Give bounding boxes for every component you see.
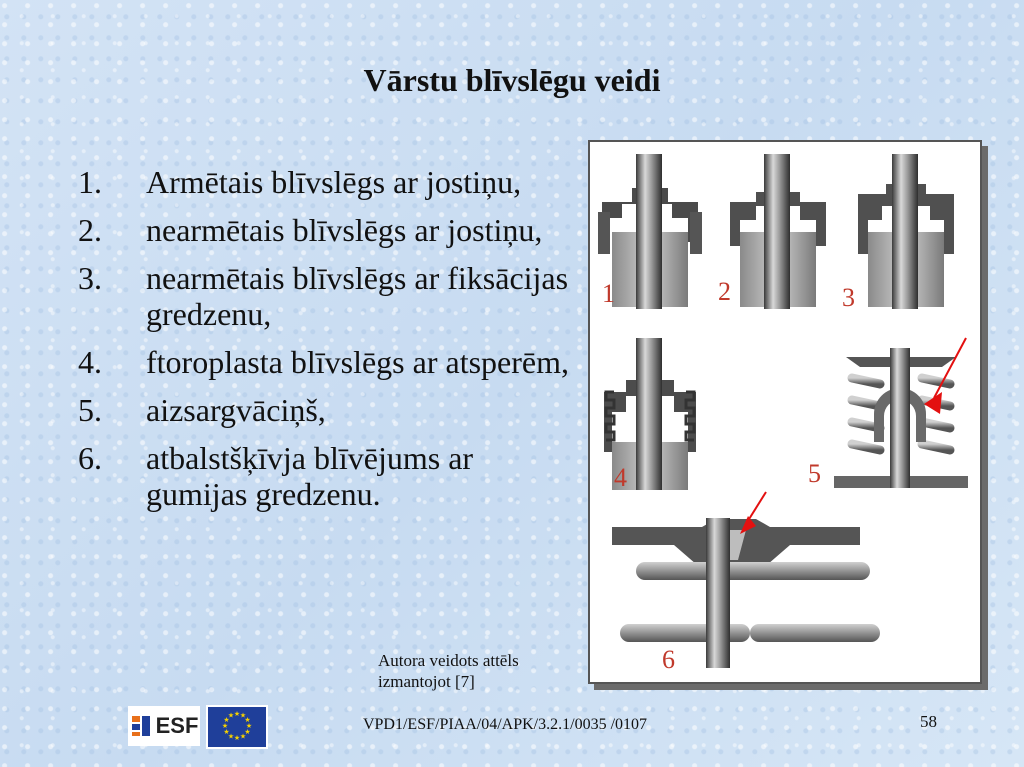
figure-label-6: 6 <box>662 645 675 674</box>
svg-text:★: ★ <box>245 722 253 730</box>
esf-logo-text: ESF <box>155 713 199 738</box>
valve-seal-list <box>78 164 578 524</box>
list-item <box>78 440 578 512</box>
list-item-text: nearmētais blīvslēgs ar fiksācijas gredzenu, <box>146 260 569 332</box>
slide-title: Vārstu blīvslēgu veidi <box>363 62 661 98</box>
valve-seal-figure <box>588 140 982 684</box>
list-item-number: 4. <box>78 344 102 380</box>
list-item-number: 2. <box>78 212 102 248</box>
svg-text:★: ★ <box>223 716 230 724</box>
svg-text:★: ★ <box>239 732 247 741</box>
svg-text:★: ★ <box>221 722 229 730</box>
list-item-text: atbalstšķīvja blīvējums ar gumijas gredzenu. <box>146 440 474 512</box>
esf-logo <box>128 706 200 746</box>
list-item-text: aizsargvāciņš, <box>146 392 326 428</box>
figure-caption: Autora veidots attēls izmantojot [7] <box>378 651 519 691</box>
list-item-text: Armētais blīvslēgs ar jostiņu, <box>146 164 522 200</box>
seal-variant-5 <box>834 338 968 488</box>
list-item-text: nearmētais blīvslēgs ar jostiņu, <box>146 212 543 248</box>
figure-label-4: 4 <box>614 463 627 492</box>
eu-flag-icon <box>206 705 268 749</box>
valve-seal-drawing <box>590 142 980 682</box>
svg-text:★: ★ <box>223 728 230 736</box>
svg-text:★: ★ <box>227 732 235 741</box>
seal-variant-2 <box>730 154 826 309</box>
list-item-number: 1. <box>78 164 102 200</box>
esf-emblem-icon <box>130 714 152 738</box>
list-item <box>78 164 578 200</box>
svg-text:★: ★ <box>233 710 241 718</box>
figure-label-3: 3 <box>842 283 855 312</box>
svg-text:★: ★ <box>244 728 251 736</box>
figure-label-2: 2 <box>718 277 731 306</box>
list-item <box>78 344 578 380</box>
seal-variant-3 <box>858 154 954 309</box>
list-item-text: ftoroplasta blīvslēgs ar atsperēm, <box>146 344 569 380</box>
page-number: 58 <box>920 712 937 731</box>
seal-variant-6 <box>612 492 880 668</box>
list-item-number: 5. <box>78 392 102 428</box>
footer-project-code: VPD1/ESF/PIAA/04/APK/3.2.1/0035 /0107 <box>362 716 648 733</box>
svg-text:★: ★ <box>244 716 251 724</box>
figure-label-1: 1 <box>602 279 615 308</box>
list-item <box>78 212 578 248</box>
svg-text:★: ★ <box>227 711 235 720</box>
svg-text:★: ★ <box>239 711 247 720</box>
list-item-number: 3. <box>78 260 102 296</box>
list-item <box>78 260 578 332</box>
figure-label-5: 5 <box>808 459 821 488</box>
list-item-number: 6. <box>78 440 102 476</box>
svg-text:★: ★ <box>233 734 241 742</box>
list-item <box>78 392 578 428</box>
